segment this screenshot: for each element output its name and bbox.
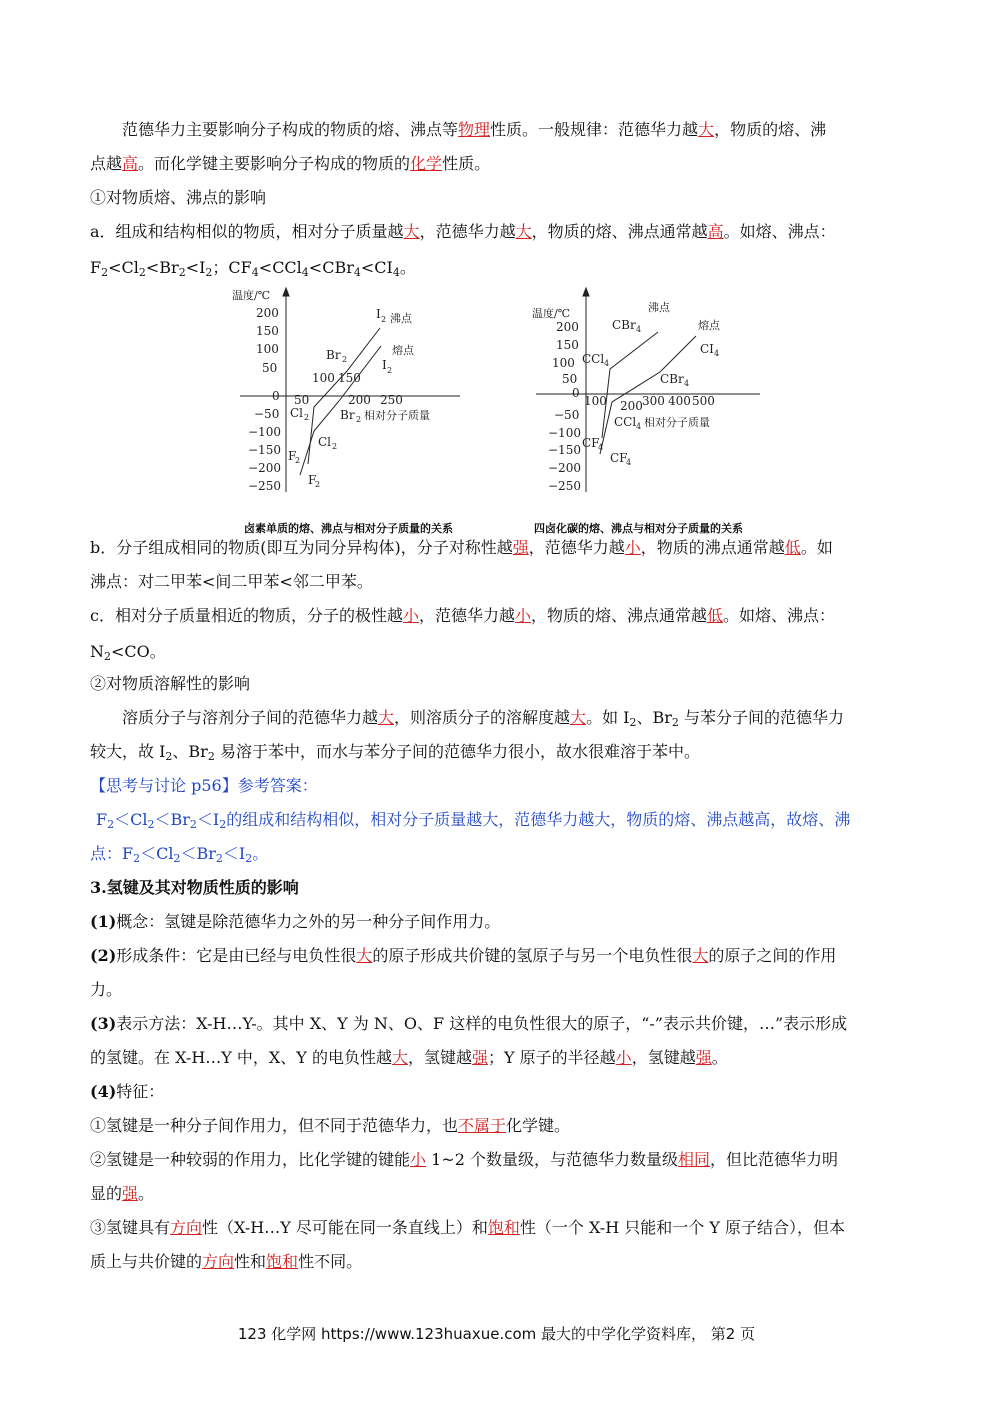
answer-blank: 大 <box>515 222 532 241</box>
feature-2-cont: 显的强。 <box>90 1184 155 1203</box>
answer-blank: 小 <box>624 538 641 557</box>
svg-text:I: I <box>382 358 387 372</box>
think-discuss-answer-cont: 点：$F_2<Cl_2<Br_2<I_2$。 <box>90 844 269 865</box>
svg-text:熔点: 熔点 <box>698 319 720 332</box>
answer-blank: 低 <box>707 606 724 625</box>
answer-blank: 方向 <box>202 1252 235 1271</box>
answer-blank: 大 <box>378 708 395 727</box>
svg-text:温度/℃: 温度/℃ <box>532 307 571 320</box>
item-notation: (3)表示方法：X-H…Y-。其中 X、Y 为 N、O、F 这样的电负性很大的原子，“-”表示共价键，…”表示形成 <box>90 1014 848 1033</box>
svg-text:2: 2 <box>356 415 362 424</box>
svg-text:−100: −100 <box>548 426 581 440</box>
think-discuss-answer: $F_2<Cl_2<Br_2<I_2$的组成和结构相似，相对分子质量越大，范德华力越大，物质的熔、沸点越高，故熔、沸 <box>96 810 851 831</box>
paragraph-vdw-intro-cont: 点越高。而化学键主要影响分子构成的物质的化学性质。 <box>90 154 491 173</box>
formula-n2-co: $N_2<CO$。 <box>90 642 166 663</box>
feature-1: ①氢键是一种分子间作用力，但不同于范德华力，也不属于化学键。 <box>90 1116 571 1135</box>
svg-text:F: F <box>308 473 317 487</box>
svg-text:−200: −200 <box>548 461 581 475</box>
svg-text:Cl: Cl <box>290 406 304 420</box>
svg-text:2: 2 <box>295 456 301 465</box>
answer-blank: 小 <box>410 1150 427 1169</box>
tetrahalide-chart <box>528 286 788 516</box>
svg-text:相对分子质量: 相对分子质量 <box>644 416 710 429</box>
answer-blank: 强 <box>695 1048 712 1067</box>
svg-text:100: 100 <box>584 394 607 408</box>
svg-text:2: 2 <box>304 413 310 422</box>
formula-halogen-order: $F_2<Cl_2<Br_2<I_2$；$CF_4<CCl_4<CBr_4<CI_4$。 <box>90 258 416 279</box>
svg-text:0: 0 <box>572 386 580 400</box>
figure-caption: 卤素单质的熔、沸点与相对分子质量的关系 <box>244 522 453 535</box>
svg-text:50: 50 <box>562 372 578 386</box>
svg-text:−50: −50 <box>254 407 280 421</box>
svg-text:200: 200 <box>348 393 371 407</box>
paragraph-solubility-cont: 较大，故 $I_2$、$Br_2$ 易溶于苯中，而水与苯分子间的范德华力很小，故水很难溶于苯中。 <box>90 742 700 763</box>
item-concept: (1)概念：氢键是除范德华力之外的另一种分子间作用力。 <box>90 912 501 931</box>
svg-text:150: 150 <box>338 371 361 385</box>
svg-text:500: 500 <box>692 394 715 408</box>
svg-text:CF: CF <box>582 436 600 450</box>
subheading-solubility: ②对物质溶解性的影响 <box>90 674 251 693</box>
item-b-cont: 沸点：对二甲苯<间二甲苯<邻二甲苯。 <box>90 572 373 591</box>
paragraph-solubility: 溶质分子与溶剂分子间的范德华力越大，则溶质分子的溶解度越大。如 $I_2$、$Br_2$ 与苯分子间的范德华力 <box>122 708 845 729</box>
section-3-title: 3.氢键及其对物质性质的影响 <box>90 878 299 897</box>
svg-text:2: 2 <box>387 366 393 375</box>
svg-text:Br: Br <box>326 348 341 362</box>
svg-text:CCl: CCl <box>614 415 637 429</box>
answer-blank: 低 <box>784 538 801 557</box>
item-b: b．分子组成相同的物质(即互为同分异构体)，分子对称性越强，范德华力越小，物质的沸点通常越低。如 <box>90 538 833 557</box>
item-c: c．相对分子质量相近的物质，分子的极性越小，范德华力越小，物质的熔、沸点通常越低。如熔、沸点： <box>90 606 836 625</box>
svg-text:200: 200 <box>256 306 279 320</box>
answer-blank: 大 <box>698 120 715 139</box>
item-notation-cont: 的氢键。在 X-H…Y 中，X、Y 的电负性越大，氢键越强；Y 原子的半径越小，氢键越强。 <box>90 1048 728 1067</box>
svg-text:−250: −250 <box>248 479 281 493</box>
answer-blank: 大 <box>403 222 420 241</box>
svg-text:CBr: CBr <box>612 318 636 332</box>
page-footer: 123 化学网 https://www.123huaxue.com 最大的中学化学资料库， 第2 页 <box>237 1325 756 1343</box>
svg-text:200: 200 <box>556 320 579 334</box>
svg-text:4: 4 <box>626 458 632 467</box>
answer-blank: 化学 <box>410 154 443 173</box>
svg-text:200: 200 <box>620 399 643 413</box>
svg-text:−150: −150 <box>248 443 281 457</box>
svg-text:100: 100 <box>256 342 279 356</box>
svg-text:4: 4 <box>604 359 610 368</box>
item-features: (4)特征： <box>90 1082 165 1101</box>
answer-blank: 强 <box>472 1048 489 1067</box>
answer-blank: 小 <box>402 606 419 625</box>
answer-blank: 饱和 <box>266 1252 299 1271</box>
svg-text:150: 150 <box>256 324 279 338</box>
svg-text:50: 50 <box>262 361 278 375</box>
svg-text:CCl: CCl <box>582 352 605 366</box>
item-formation: (2)形成条件：它是由已经与电负性很大的原子形成共价键的氢原子与另一个电负性很大的原子之间的作用 <box>90 946 837 965</box>
svg-text:I: I <box>376 307 381 321</box>
answer-blank: 饱和 <box>487 1218 520 1237</box>
item-formation-cont: 力。 <box>90 980 123 999</box>
answer-blank: 大 <box>391 1048 408 1067</box>
halogen-chart <box>228 286 488 516</box>
svg-text:4: 4 <box>636 422 642 431</box>
answer-blank: 强 <box>512 538 529 557</box>
svg-text:熔点: 熔点 <box>392 344 414 357</box>
answer-blank: 物理 <box>458 120 491 139</box>
answer-blank: 高 <box>707 222 724 241</box>
svg-text:150: 150 <box>556 338 579 352</box>
svg-text:400: 400 <box>668 394 691 408</box>
answer-blank: 不属于 <box>458 1116 507 1135</box>
svg-text:4: 4 <box>636 325 642 334</box>
answer-blank: 高 <box>122 154 139 173</box>
svg-text:F: F <box>288 449 297 463</box>
svg-text:2: 2 <box>332 442 338 451</box>
svg-text:−250: −250 <box>548 479 581 493</box>
svg-text:250: 250 <box>380 393 403 407</box>
svg-text:Br: Br <box>340 408 355 422</box>
answer-blank: 相同 <box>677 1150 710 1169</box>
svg-text:4: 4 <box>714 349 720 358</box>
svg-text:2: 2 <box>381 315 387 324</box>
answer-blank: 方向 <box>170 1218 203 1237</box>
figure-halogen-chart <box>228 286 488 536</box>
svg-text:−50: −50 <box>554 408 580 422</box>
figure-carbon-tetrahalide-chart <box>528 286 788 536</box>
svg-text:CF: CF <box>610 451 628 465</box>
item-a: a．组成和结构相似的物质，相对分子质量越大，范德华力越大，物质的熔、沸点通常越高。如熔、沸点： <box>90 222 836 241</box>
svg-text:−200: −200 <box>248 461 281 475</box>
svg-text:4: 4 <box>684 379 690 388</box>
svg-text:沸点: 沸点 <box>648 301 670 314</box>
answer-blank: 大 <box>570 708 587 727</box>
svg-text:4: 4 <box>598 443 604 452</box>
svg-text:300: 300 <box>642 394 665 408</box>
svg-text:−100: −100 <box>248 425 281 439</box>
answer-blank: 大 <box>692 946 709 965</box>
svg-text:2: 2 <box>342 355 348 364</box>
svg-text:温度/℃: 温度/℃ <box>232 289 271 302</box>
svg-text:2: 2 <box>315 480 321 489</box>
svg-text:0: 0 <box>272 389 280 403</box>
feature-3-cont: 质上与共价键的方向性和饱和性不同。 <box>90 1252 363 1271</box>
figure-caption: 四卤化碳的熔、沸点与相对分子质量的关系 <box>534 522 743 535</box>
svg-text:相对分子质量: 相对分子质量 <box>364 409 430 422</box>
svg-text:Cl: Cl <box>318 435 332 449</box>
feature-2: ②氢键是一种较弱的作用力，比化学键的键能小 1~2 个数量级，与范德华力数量级相同，但比范德华力明 <box>90 1150 839 1169</box>
svg-text:沸点: 沸点 <box>390 312 412 325</box>
svg-text:50: 50 <box>294 393 310 407</box>
svg-text:CBr: CBr <box>660 372 684 386</box>
svg-text:100: 100 <box>312 371 335 385</box>
feature-3: ③氢键具有方向性（X-H…Y 尽可能在同一条直线上）和饱和性（一个 X-H 只能和一个 Y 原子结合），但本 <box>90 1218 845 1237</box>
svg-text:CI: CI <box>700 342 714 356</box>
paragraph-vdw-intro: 范德华力主要影响分子构成的物质的熔、沸点等物理性质。一般规律：范德华力越大，物质的熔、沸 <box>122 120 827 139</box>
think-discuss-title: 【思考与讨论 p56】参考答案： <box>90 776 318 795</box>
answer-blank: 小 <box>515 606 532 625</box>
answer-blank: 大 <box>356 946 373 965</box>
svg-text:−150: −150 <box>548 443 581 457</box>
subheading-melting-boiling: ①对物质熔、沸点的影响 <box>90 188 267 207</box>
answer-blank: 小 <box>615 1048 632 1067</box>
svg-text:100: 100 <box>552 356 575 370</box>
answer-blank: 强 <box>122 1184 139 1203</box>
